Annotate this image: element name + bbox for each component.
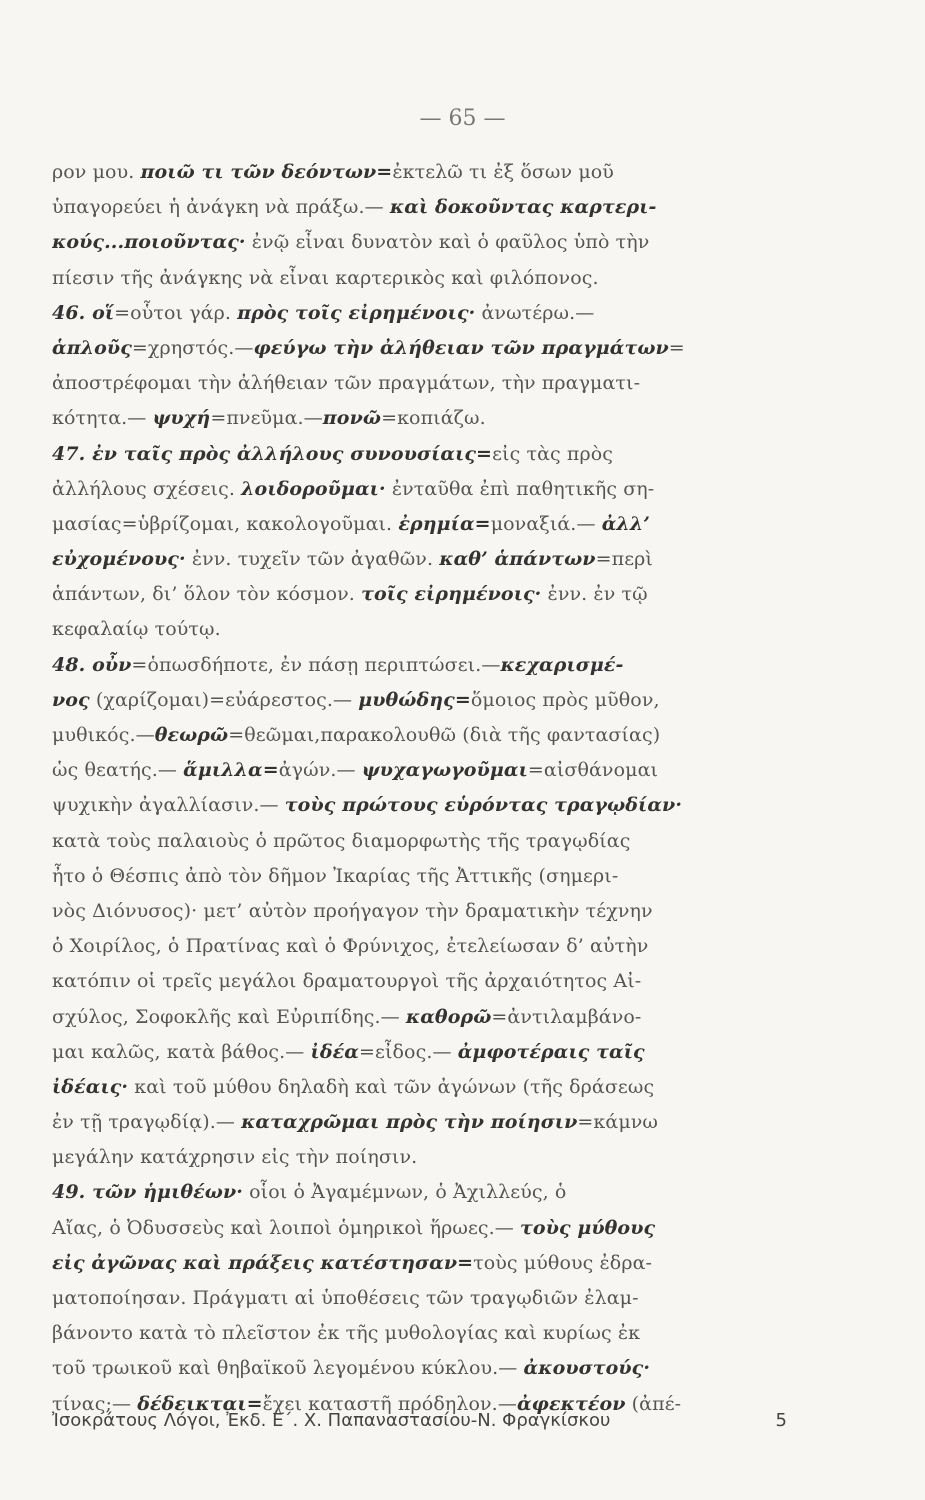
gloss-text: (ἀπέ- bbox=[625, 1392, 682, 1415]
gloss-text: σχύλος, Σοφοκλῆς καὶ Εὐριπίδης.— bbox=[52, 1005, 406, 1028]
lemma-term: ἀλλ’ bbox=[601, 512, 650, 535]
gloss-text: =χρηστός.— bbox=[131, 336, 254, 359]
text-line bbox=[52, 1351, 787, 1386]
lemma-term: ἰδέαις· bbox=[52, 1075, 129, 1098]
gloss-text: =κοπιάζω. bbox=[381, 407, 486, 430]
lemma-term: 46. οἵ bbox=[52, 301, 115, 324]
text-line bbox=[52, 155, 787, 190]
text-line bbox=[52, 824, 787, 859]
gloss-text: ὑπαγορεύει ἡ ἀνάγκη νὰ πράξω.— bbox=[52, 196, 390, 219]
page-number: — 65 — bbox=[419, 106, 506, 131]
gloss-text: ἀγών.— bbox=[278, 759, 362, 782]
gloss-text: ἐνν. τυχεῖν τῶν ἀγαθῶν. bbox=[185, 548, 440, 571]
gloss-text: τίνας;— bbox=[52, 1392, 138, 1415]
gloss-text: ἀποστρέφομαι τὴν ἀλήθειαν τῶν πραγμάτων, τὴν πραγματι- bbox=[52, 372, 641, 395]
gloss-text: ἐκτελῶ τι ἐξ ὅσων μοῦ bbox=[392, 161, 614, 183]
gloss-text: =ὁπωσδήποτε, ἐν πάσῃ περιπτώσει.— bbox=[131, 653, 501, 676]
gloss-text: Αἴας, ὁ Ὀδυσσεὺς καὶ λοιποὶ ὁμηρικοὶ ἥρωες.— bbox=[52, 1216, 521, 1239]
gloss-text: =αἰσθάνομαι bbox=[527, 759, 659, 782]
gloss-text: =πνεῦμα.— bbox=[210, 407, 323, 430]
text-line bbox=[52, 1035, 787, 1070]
gloss-text: βάνοντο κατὰ τὸ πλεῖστον ἐκ τῆς μυθολογίας καὶ κυρίως ἐκ bbox=[52, 1322, 641, 1345]
lemma-term: μυθώδης= bbox=[358, 688, 471, 711]
lemma-term: πονῶ bbox=[322, 407, 382, 430]
gloss-text: =οὗτοι γάρ. bbox=[114, 301, 238, 324]
gloss-text: τοὺς μύθους ἐδρα- bbox=[473, 1251, 653, 1274]
lemma-term: τοῖς εἰρημένοις· bbox=[361, 583, 542, 606]
text-line bbox=[52, 225, 787, 260]
lemma-term: τοὺς πρώτους εὑρόντας τραγῳδίαν· bbox=[284, 794, 683, 817]
gloss-text: κότητα.— bbox=[52, 407, 153, 430]
text-line bbox=[52, 1316, 787, 1351]
gloss-text: ἐνν. ἐν τῷ bbox=[541, 583, 648, 606]
gloss-text: ἦτο ὁ Θέσπις ἀπὸ τὸν δῆμον Ἰκαρίας τῆς Ἀττικῆς (σημερι- bbox=[52, 864, 619, 887]
text-line bbox=[52, 1175, 787, 1210]
gloss-text: μεγάλην κατάχρησιν εἰς τὴν ποίησιν. bbox=[52, 1146, 418, 1169]
text-line bbox=[52, 1246, 787, 1281]
lemma-term: πρὸς τοῖς εἰρημένοις· bbox=[237, 301, 476, 324]
lemma-term: ψυχαγωγοῦμαι bbox=[361, 759, 528, 782]
gloss-text: τοῦ τρωικοῦ καὶ θηβαϊκοῦ λεγομένου κύκλου.— bbox=[52, 1357, 524, 1380]
text-line bbox=[52, 648, 787, 683]
lemma-term: νος bbox=[52, 688, 90, 711]
lemma-term: καὶ δοκοῦντας καρτερι- bbox=[389, 196, 657, 219]
text-line bbox=[52, 683, 787, 718]
text-line bbox=[52, 542, 787, 577]
gloss-text: (χαρίζομαι)=εὐάρεστος.— bbox=[89, 688, 359, 711]
text-line bbox=[52, 1140, 787, 1175]
lemma-term: εἰς ἀγῶνας καὶ πράξεις κατέστησαν= bbox=[52, 1251, 474, 1274]
lemma-term: ἁπλοῦς bbox=[52, 336, 132, 359]
lemma-term: ἅμιλλα= bbox=[183, 759, 279, 782]
text-line bbox=[52, 366, 787, 401]
gloss-text: μαι καλῶς, κατὰ βάθος.— bbox=[52, 1040, 311, 1063]
commentary-text bbox=[52, 155, 787, 1422]
text-line bbox=[52, 472, 787, 507]
gloss-text: πίεσιν τῆς ἀνάγκης νὰ εἶναι καρτερικὸς καὶ φιλόπονος. bbox=[52, 266, 599, 289]
text-line bbox=[52, 331, 787, 366]
text-line bbox=[52, 1000, 787, 1035]
lemma-term: τοὺς μύθους bbox=[520, 1216, 656, 1239]
gloss-text: ματοποίησαν. Πράγματι αἱ ὑποθέσεις τῶν τραγῳδιῶν ἐλαμ- bbox=[52, 1287, 639, 1309]
gloss-text: καὶ τοῦ μύθου δηλαδὴ καὶ τῶν ἀγώνων (τῆς δράσεως bbox=[128, 1075, 655, 1098]
lemma-term: ἰδέα bbox=[310, 1040, 359, 1063]
gloss-text: =κάμνω bbox=[577, 1111, 659, 1134]
text-line bbox=[52, 261, 787, 296]
text-line bbox=[52, 1070, 787, 1105]
gloss-text: ἁπάντων, δι’ ὅλον τὸν κόσμον. bbox=[52, 583, 362, 606]
gloss-text: ἐνῷ εἶναι δυνατὸν καὶ ὁ φαῦλος ὑπὸ τὴν bbox=[245, 231, 650, 254]
text-line bbox=[52, 964, 787, 999]
text-line bbox=[52, 612, 787, 647]
lemma-term: λοιδοροῦμαι· bbox=[241, 477, 386, 500]
text-line bbox=[52, 577, 787, 612]
text-line bbox=[52, 437, 787, 472]
text-line bbox=[52, 788, 787, 823]
gloss-text: μοναξιά.— bbox=[490, 512, 602, 535]
gloss-text: ἔχει καταστῆ πρόδηλον.— bbox=[262, 1392, 517, 1415]
text-line bbox=[52, 718, 787, 753]
gloss-text: κατόπιν οἱ τρεῖς μεγάλοι δραματουργοὶ τῆς ἀρχαιότητος Αἰ- bbox=[52, 970, 642, 993]
page-footer bbox=[52, 1410, 787, 1431]
lemma-term: 47. ἐν ταῖς πρὸς ἀλλήλους συνουσίαις= bbox=[52, 442, 493, 465]
lemma-term: ψυχή bbox=[152, 407, 211, 430]
gloss-text: οἷοι ὁ Ἀγαμέμνων, ὁ Ἀχιλλεύς, ὁ bbox=[242, 1181, 567, 1204]
text-line bbox=[52, 859, 787, 894]
text-line bbox=[52, 753, 787, 788]
text-line bbox=[52, 190, 787, 225]
gloss-text: ἀνωτέρω.— bbox=[475, 301, 595, 324]
lemma-term: φεύγω τὴν ἀλήθειαν τῶν πραγμάτων bbox=[253, 336, 669, 359]
gloss-text: =θεῶμαι,παρακολουθῶ (διὰ τῆς φαντασίας) bbox=[228, 724, 661, 746]
gloss-text: κατὰ τοὺς παλαιοὺς ὁ πρῶτος διαμορφωτὴς τῆς τραγῳδίας bbox=[52, 829, 631, 852]
gloss-text: ὁ Χοιρίλος, ὁ Πρατίνας καὶ ὁ Φρύνιχος, ἐτελείωσαν δ’ αὐτὴν bbox=[52, 935, 649, 958]
gloss-text: μασίας=ὑβρίζομαι, κακολογοῦμαι. bbox=[52, 512, 399, 535]
signature-mark: 5 bbox=[775, 1410, 787, 1431]
gloss-text: ρον μου. bbox=[52, 161, 141, 183]
gloss-text: =εἶδος.— bbox=[358, 1040, 458, 1063]
text-line bbox=[52, 929, 787, 964]
text-line bbox=[52, 1281, 787, 1316]
gloss-text: μυθικός.— bbox=[52, 724, 155, 746]
text-line bbox=[52, 894, 787, 929]
lemma-term: ποιῶ τι τῶν δεόντων= bbox=[140, 161, 393, 183]
text-line bbox=[52, 296, 787, 331]
gloss-text: νὸς Διόνυσος)· μετ’ αὐτὸν προήγαγον τὴν δραματικὴν τέχνην bbox=[52, 899, 653, 922]
text-line bbox=[52, 401, 787, 436]
lemma-term: ἀκουστούς· bbox=[523, 1357, 651, 1380]
text-line bbox=[52, 1105, 787, 1140]
gloss-text: =περὶ bbox=[595, 548, 653, 571]
lemma-term: κούς...ποιοῦντας· bbox=[52, 231, 246, 254]
gloss-text: = bbox=[668, 336, 685, 359]
gloss-text: ἐνταῦθα ἐπὶ παθητικῆς ση- bbox=[385, 477, 655, 500]
footer-signature: Ἰσοκράτους Λόγοι, Ἐκδ. Ε΄. Χ. Παπαναστασίου-Ν. Φραγκίσκου bbox=[52, 1410, 611, 1431]
text-line bbox=[52, 507, 787, 542]
lemma-term: καθορῶ bbox=[405, 1005, 492, 1028]
lemma-term: εὐχομένους· bbox=[52, 548, 186, 571]
lemma-term: δέδεικται= bbox=[137, 1392, 263, 1415]
lemma-term: ἀφεκτέον bbox=[516, 1392, 626, 1415]
gloss-text: ψυχικὴν ἀγαλλίασιν.— bbox=[52, 794, 285, 817]
lemma-term: 48. οὖν bbox=[52, 653, 132, 676]
lemma-term: κεχαρισμέ- bbox=[500, 653, 624, 676]
lemma-term: καταχρῶμαι πρὸς τὴν ποίησιν bbox=[241, 1111, 578, 1134]
gloss-text: =ἀντιλαμβάνο- bbox=[491, 1005, 642, 1028]
gloss-text: ὡς θεατής.— bbox=[52, 759, 184, 782]
gloss-text: ἐν τῇ τραγῳδίᾳ).— bbox=[52, 1111, 242, 1134]
gloss-text: κεφαλαίῳ τούτῳ. bbox=[52, 618, 221, 641]
text-line bbox=[52, 1211, 787, 1246]
lemma-term: θεωρῶ bbox=[154, 724, 229, 746]
gloss-text: ὅμοιος πρὸς μῦθον, bbox=[470, 688, 660, 711]
gloss-text: εἰς τὰς πρὸς bbox=[492, 442, 614, 465]
gloss-text: ἀλλήλους σχέσεις. bbox=[52, 477, 242, 500]
lemma-term: ἐρημία= bbox=[398, 512, 491, 535]
lemma-term: ἀμφοτέραις ταῖς bbox=[457, 1040, 645, 1063]
lemma-term: καθ’ ἁπάντων bbox=[439, 548, 596, 571]
lemma-term: 49. τῶν ἡμιθέων· bbox=[52, 1181, 243, 1204]
